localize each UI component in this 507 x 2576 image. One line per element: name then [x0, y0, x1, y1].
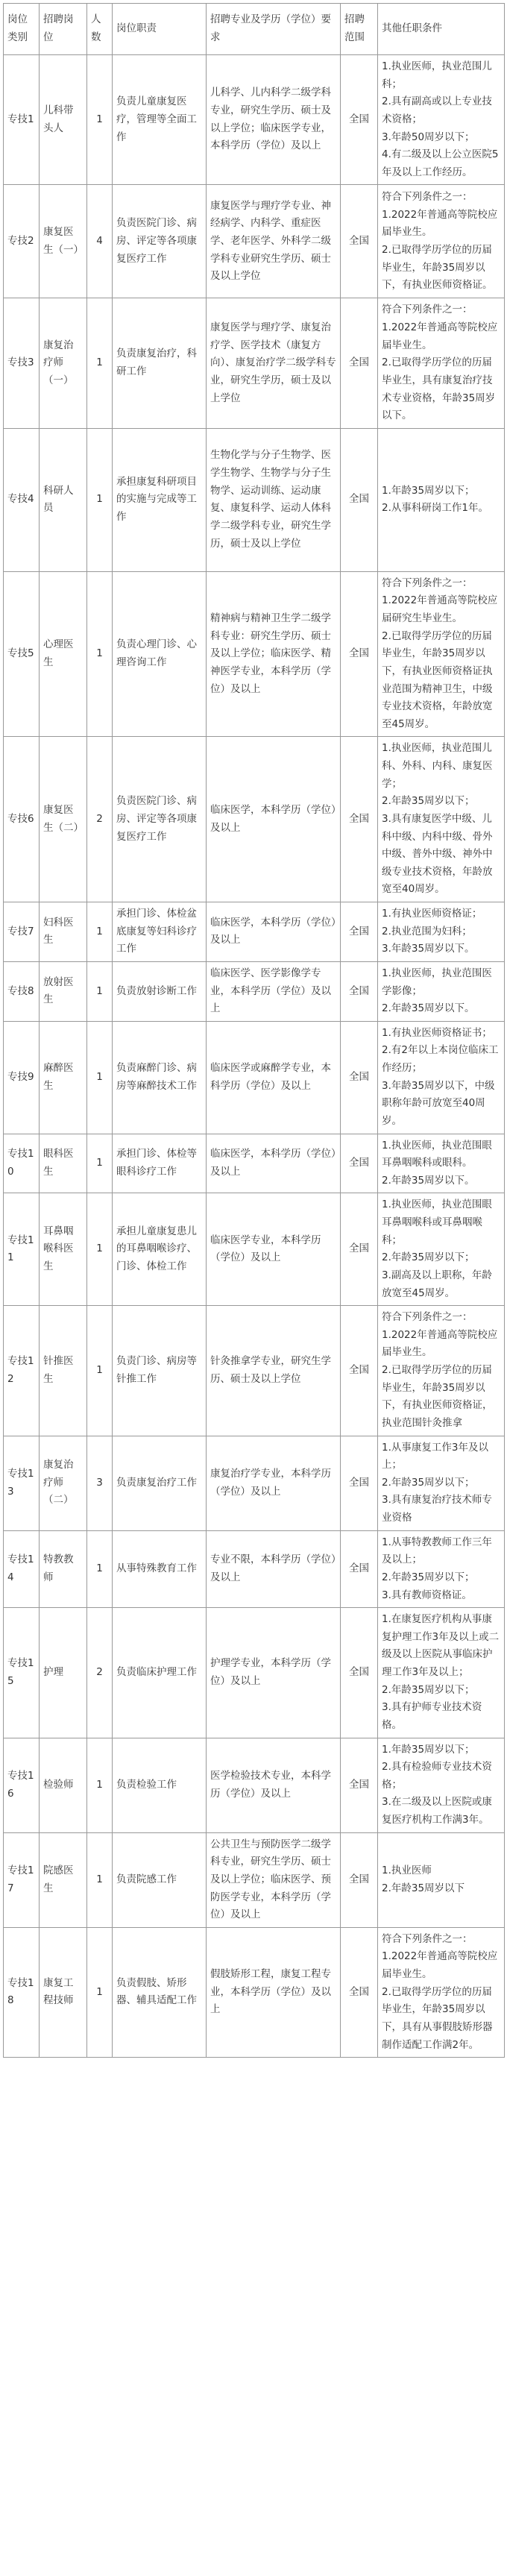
row-conditions — [378, 961, 505, 1021]
condition-line: 3.年龄35周岁以下。 — [382, 943, 475, 955]
row-duty: 负责门诊、病房等针推工作 — [113, 1306, 207, 1436]
table-row — [4, 1927, 505, 2057]
condition-line: 3.具有护师专业技术资格。 — [382, 1701, 482, 1731]
row-duty: 从事特殊教育工作 — [113, 1530, 207, 1608]
row-major: 生物化学与分子生物学、医学生物学、生物学与分子生物学、运动训练、运动康复、康复科学、运动人体科学二级学科专业，研究生学历，硕士及以上学位 — [207, 428, 341, 571]
row-duty: 负责医院门诊、病房、评定等各项康复医疗工作 — [113, 737, 207, 902]
table-row — [4, 961, 505, 1021]
row-conditions — [378, 1738, 505, 1832]
row-duty: 负责康复治疗，科研工作 — [113, 298, 207, 428]
row-major: 专业不限，本科学历（学位）及以上 — [207, 1530, 341, 1608]
condition-line: 1.从事康复工作3年及以上； — [382, 1441, 488, 1471]
row-scope: 全国 — [341, 55, 378, 185]
table-row — [4, 1608, 505, 1738]
condition-line: 1.执业医师，执业范围眼耳鼻咽喉科或眼科。 — [382, 1139, 492, 1169]
condition-line: 3.年龄50周岁以下； — [382, 131, 475, 143]
row-major: 临床医学、医学影像学专业，本科学历（学位）及以上 — [207, 961, 341, 1021]
header-category: 岗位类别 — [4, 4, 40, 55]
condition-line: 2.已取得学历学位的历届毕业生，年龄35周岁以下，具有从事假肢矫形器制作适配工作满2年。 — [382, 1985, 493, 2051]
row-position: 耳鼻咽喉科医生 — [40, 1193, 87, 1306]
condition-line: 3.具有教师资格证。 — [382, 1589, 472, 1601]
row-category: 专技2 — [4, 185, 40, 298]
row-category: 专技7 — [4, 902, 40, 962]
row-major: 临床医学或麻醉学专业，本科学历（学位）及以上 — [207, 1021, 341, 1134]
row-category: 专技9 — [4, 1021, 40, 1134]
row-count: 1 — [87, 1530, 113, 1608]
row-position: 康复治疗师（二） — [40, 1436, 87, 1530]
condition-line: 4.有二级及以上公立医院5年及以上工作经历。 — [382, 148, 499, 178]
row-category: 专技16 — [4, 1738, 40, 1832]
condition-line: 1.年龄35周岁以下； — [382, 484, 475, 497]
row-major: 临床医学，本科学历（学位）及以上 — [207, 902, 341, 962]
row-position: 针推医生 — [40, 1306, 87, 1436]
condition-line: 1.年龄35周岁以下； — [382, 1743, 475, 1756]
row-count: 1 — [87, 1193, 113, 1306]
condition-line: 2.年龄35周岁以下。 — [382, 1002, 475, 1015]
condition-line: 2.年龄35周岁以下； — [382, 1251, 475, 1264]
row-duty: 负责医院门诊、病房、评定等各项康复医疗工作 — [113, 185, 207, 298]
header-row — [4, 4, 505, 55]
row-count: 2 — [87, 737, 113, 902]
row-major: 医学检验技术专业，本科学历（学位）及以上 — [207, 1738, 341, 1832]
condition-line: 2.已取得学历学位的历届毕业生，年龄35周岁以下，有执业医师资格证执业范围为精神卫生，中级专业技术资格，年龄放宽至45周岁。 — [382, 629, 493, 730]
header-major: 招聘专业及学历（学位）要求 — [207, 4, 341, 55]
row-count: 1 — [87, 1927, 113, 2057]
row-scope: 全国 — [341, 1832, 378, 1927]
row-duty: 承担康复科研项目的实施与完成等工作 — [113, 428, 207, 571]
row-conditions — [378, 1832, 505, 1927]
row-major: 针灸推拿学专业，研究生学历、硕士及以上学位 — [207, 1306, 341, 1436]
row-position: 放射医生 — [40, 961, 87, 1021]
row-duty: 负责麻醉门诊、病房等麻醉技术工作 — [113, 1021, 207, 1134]
row-conditions — [378, 1134, 505, 1193]
condition-line: 3.年龄35周岁以下，中级职称年龄可放宽至40周岁。 — [382, 1079, 495, 1127]
row-conditions — [378, 1530, 505, 1608]
row-position: 妇科医生 — [40, 902, 87, 962]
row-scope: 全国 — [341, 737, 378, 902]
condition-line: 1.2022年普通高等院校应届研究生毕业生。 — [382, 594, 498, 624]
row-conditions — [378, 1021, 505, 1134]
row-conditions — [378, 571, 505, 737]
table-row — [4, 1738, 505, 1832]
row-count: 3 — [87, 1436, 113, 1530]
table-row — [4, 571, 505, 737]
row-position: 儿科带头人 — [40, 55, 87, 185]
condition-line: 2.年龄35周岁以下； — [382, 1476, 475, 1489]
row-count: 2 — [87, 1608, 113, 1738]
table-body — [4, 55, 505, 2058]
row-major: 公共卫生与预防医学二级学科专业，研究生学历、硕士及以上学位；临床医学、预防医学专业，本科学历（学位）及以上 — [207, 1832, 341, 1927]
row-major: 康复治疗学专业，本科学历（学位）及以上 — [207, 1436, 341, 1530]
condition-line: 1.2022年普通高等院校应届毕业生。 — [382, 208, 498, 239]
row-count: 1 — [87, 298, 113, 428]
row-duty: 负责放射诊断工作 — [113, 961, 207, 1021]
row-conditions — [378, 1608, 505, 1738]
row-position: 麻醉医生 — [40, 1021, 87, 1134]
row-scope: 全国 — [341, 902, 378, 962]
row-scope: 全国 — [341, 1193, 378, 1306]
condition-line: 2.已取得学历学位的历届毕业生，具有康复治疗技术专业资格，年龄35周岁以下。 — [382, 356, 496, 422]
row-conditions — [378, 55, 505, 185]
row-major: 精神病与精神卫生学二级学科专业：研究生学历、硕士及以上学位；临床医学、精神医学专业，本科学历（学位）及以上 — [207, 571, 341, 737]
row-count: 1 — [87, 55, 113, 185]
row-major: 儿科学、儿内科学二级学科专业，研究生学历、硕士及以上学位；临床医学专业，本科学历（学位）及以上 — [207, 55, 341, 185]
condition-line: 1.有执业医师资格证书； — [382, 1026, 492, 1039]
row-major: 临床医学专业，本科学历（学位）及以上 — [207, 1193, 341, 1306]
row-count: 1 — [87, 961, 113, 1021]
row-count: 1 — [87, 428, 113, 571]
row-conditions — [378, 298, 505, 428]
row-scope: 全国 — [341, 428, 378, 571]
row-position: 眼科医生 — [40, 1134, 87, 1193]
condition-line: 1.执业医师，执业范围医学影像； — [382, 967, 492, 997]
condition-line: 1.从事特教教师工作三年及以上； — [382, 1536, 492, 1566]
row-count: 4 — [87, 185, 113, 298]
row-conditions — [378, 902, 505, 962]
condition-line: 3.具有康复治疗技术师专业资格 — [382, 1494, 492, 1524]
condition-line: 2.有2年以上本岗位临床工作经历； — [382, 1044, 499, 1074]
row-position: 康复治疗师（一） — [40, 298, 87, 428]
row-category: 专技14 — [4, 1530, 40, 1608]
header-scope: 招聘范围 — [341, 4, 378, 55]
recruitment-table — [3, 3, 505, 2058]
table-row — [4, 1193, 505, 1306]
row-conditions — [378, 1193, 505, 1306]
table-row — [4, 1436, 505, 1530]
row-conditions — [378, 185, 505, 298]
row-count: 1 — [87, 571, 113, 737]
condition-line: 1.2022年普通高等院校应届毕业生。 — [382, 1328, 498, 1359]
condition-line: 1.在康复医疗机构从事康复护理工作3年及以上或二级及以上医院从事临床护理工作3年及以上； — [382, 1613, 500, 1678]
row-category: 专技1 — [4, 55, 40, 185]
row-scope: 全国 — [341, 298, 378, 428]
row-category: 专技17 — [4, 1832, 40, 1927]
condition-line: 1.执业医师 — [382, 1865, 432, 1877]
row-duty: 负责临床护理工作 — [113, 1608, 207, 1738]
row-duty: 承担儿童康复患儿的耳鼻咽喉诊疗、门诊、体检工作 — [113, 1193, 207, 1306]
row-category: 专技6 — [4, 737, 40, 902]
row-category: 专技13 — [4, 1436, 40, 1530]
condition-line: 1.执业医师，执业范围儿科、外科、内科、康复医学； — [382, 742, 493, 790]
row-scope: 全国 — [341, 1436, 378, 1530]
row-conditions — [378, 1306, 505, 1436]
row-major: 临床医学，本科学历（学位）及以上 — [207, 737, 341, 902]
row-scope: 全国 — [341, 1306, 378, 1436]
row-scope: 全国 — [341, 1530, 378, 1608]
table-row — [4, 298, 505, 428]
row-category: 专技18 — [4, 1927, 40, 2057]
row-position: 康复医生（一） — [40, 185, 87, 298]
row-duty: 负责心理门诊、心理咨询工作 — [113, 571, 207, 737]
header-count: 人数 — [87, 4, 113, 55]
row-category: 专技11 — [4, 1193, 40, 1306]
table-header — [4, 4, 505, 55]
row-scope: 全国 — [341, 1738, 378, 1832]
row-scope: 全国 — [341, 571, 378, 737]
condition-line: 符合下列条件之一： — [382, 1932, 473, 1945]
row-count: 1 — [87, 1306, 113, 1436]
condition-line: 2.年龄35周岁以下； — [382, 1683, 475, 1696]
condition-line: 3.在二级及以上医院或康复医疗机构工作满3年。 — [382, 1796, 492, 1826]
row-duty: 承担门诊、体检盆底康复等妇科诊疗工作 — [113, 902, 207, 962]
header-conditions: 其他任职条件 — [378, 4, 505, 55]
condition-line: 符合下列条件之一： — [382, 191, 473, 203]
row-conditions — [378, 1436, 505, 1530]
row-category: 专技5 — [4, 571, 40, 737]
table-row — [4, 1530, 505, 1608]
condition-line: 1.2022年普通高等院校应届毕业生。 — [382, 1950, 498, 1980]
condition-line: 3.具有康复医学中级、儿科中级、内科中级、骨外中级、普外中级、神外中级专业技术资格，年龄放宽至40周岁。 — [382, 812, 493, 896]
condition-line: 2.从事科研岗工作1年。 — [382, 502, 488, 515]
row-position: 康复工程技师 — [40, 1927, 87, 2057]
condition-line: 2.执业范围为妇科； — [382, 925, 472, 937]
row-scope: 全国 — [341, 961, 378, 1021]
row-count: 1 — [87, 1021, 113, 1134]
row-scope: 全国 — [341, 1608, 378, 1738]
table-row — [4, 185, 505, 298]
row-duty: 负责假肢、矫形器、辅具适配工作 — [113, 1927, 207, 2057]
condition-line: 2.年龄35周岁以下。 — [382, 1174, 475, 1187]
row-position: 检验师 — [40, 1738, 87, 1832]
row-count: 1 — [87, 902, 113, 962]
row-duty: 负责儿童康复医疗，管理等全面工作 — [113, 55, 207, 185]
row-duty: 承担门诊、体检等眼科诊疗工作 — [113, 1134, 207, 1193]
row-major: 护理学专业，本科学历（学位）及以上 — [207, 1608, 341, 1738]
table-row — [4, 55, 505, 185]
row-category: 专技10 — [4, 1134, 40, 1193]
condition-line: 2.具有检验师专业技术资格； — [382, 1761, 492, 1791]
condition-line: 2.年龄35周岁以下； — [382, 1571, 475, 1583]
condition-line: 2.年龄35周岁以下； — [382, 795, 475, 808]
condition-line: 1.执业医师，执业范围眼耳鼻咽喉科或耳鼻咽喉科； — [382, 1199, 492, 1246]
row-count: 1 — [87, 1832, 113, 1927]
condition-line: 3.副高及以上职称，年龄放宽至45周岁。 — [382, 1269, 492, 1299]
row-category: 专技4 — [4, 428, 40, 571]
row-category: 专技3 — [4, 298, 40, 428]
row-scope: 全国 — [341, 1021, 378, 1134]
row-position: 心理医生 — [40, 571, 87, 737]
row-category: 专技8 — [4, 961, 40, 1021]
condition-line: 2.具有副高或以上专业技术资格； — [382, 95, 492, 125]
table-row — [4, 1021, 505, 1134]
row-count: 1 — [87, 1738, 113, 1832]
table-row — [4, 737, 505, 902]
table-row — [4, 1306, 505, 1436]
condition-line: 符合下列条件之一： — [382, 577, 473, 589]
row-position: 院感医生 — [40, 1832, 87, 1927]
condition-line: 符合下列条件之一： — [382, 1311, 473, 1324]
row-position: 科研人员 — [40, 428, 87, 571]
row-position: 护理 — [40, 1608, 87, 1738]
header-position: 招聘岗位 — [40, 4, 87, 55]
row-duty: 负责检验工作 — [113, 1738, 207, 1832]
row-position: 康复医生（二） — [40, 737, 87, 902]
table-row — [4, 902, 505, 962]
condition-line: 2.已取得学历学位的历届毕业生，年龄35周岁以下，有执业医师资格证，执业范围针灸推拿 — [382, 1364, 493, 1429]
row-major: 假肢矫形工程，康复工程专业，本科学历（学位）及以上 — [207, 1927, 341, 2057]
row-major: 康复医学与理疗学专业、神经病学、内科学、重症医学、老年医学、外科学二级学科专业研究生学历、硕士及以上学位 — [207, 185, 341, 298]
condition-line: 1.有执业医师资格证； — [382, 908, 482, 920]
row-major: 康复医学与理疗学、康复治疗学、医学技术（康复方向）、康复治疗学二级学科专业，研究生学历，硕士及以上学位 — [207, 298, 341, 428]
row-scope: 全国 — [341, 1927, 378, 2057]
row-duty: 负责院感工作 — [113, 1832, 207, 1927]
condition-line: 2.年龄35周岁以下 — [382, 1882, 465, 1894]
row-category: 专技12 — [4, 1306, 40, 1436]
row-position: 特教教师 — [40, 1530, 87, 1608]
row-conditions — [378, 428, 505, 571]
table-row — [4, 1134, 505, 1193]
condition-line: 1.2022年普通高等院校应届毕业生。 — [382, 321, 498, 351]
condition-line: 2.已取得学历学位的历届毕业生，年龄35周岁以下，有执业医师资格证。 — [382, 243, 493, 292]
row-conditions — [378, 1927, 505, 2057]
row-count: 1 — [87, 1134, 113, 1193]
table-row — [4, 1832, 505, 1927]
row-major: 临床医学，本科学历（学位）及以上 — [207, 1134, 341, 1193]
row-scope: 全国 — [341, 185, 378, 298]
table-row — [4, 428, 505, 571]
condition-line: 符合下列条件之一： — [382, 304, 473, 316]
header-duty: 岗位职责 — [113, 4, 207, 55]
row-category: 专技15 — [4, 1608, 40, 1738]
condition-line: 1.执业医师，执业范围儿科； — [382, 60, 492, 90]
row-scope: 全国 — [341, 1134, 378, 1193]
row-duty: 负责康复治疗工作 — [113, 1436, 207, 1530]
row-conditions — [378, 737, 505, 902]
